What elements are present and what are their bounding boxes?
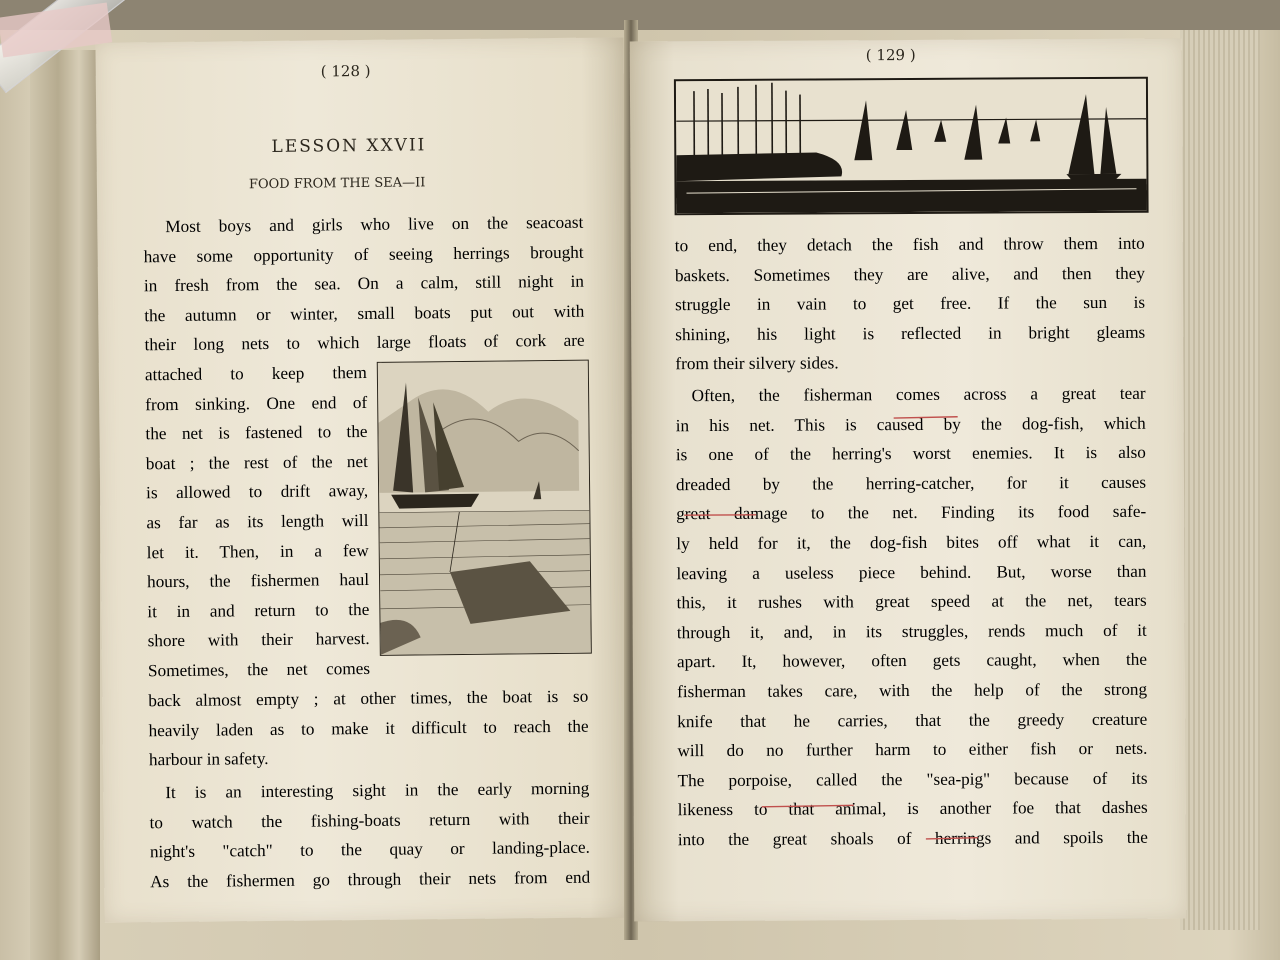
text-line: shining, his light is reflected in bright gleams xyxy=(675,322,1146,344)
red-underline-marks xyxy=(630,39,1187,922)
page-number: ( 128 ) xyxy=(320,61,371,81)
text-line: heavily laden as to make it difficult to reach the xyxy=(148,716,589,740)
text-line: It is an interesting sight in the early morning xyxy=(165,778,590,803)
text-line: to watch the fishing-boats return with their xyxy=(149,808,590,832)
text-line: great damage to the net. Finding its food safe- xyxy=(676,502,1147,524)
text-line: from their silvery sides. xyxy=(675,353,839,374)
text-line: in his net. This is caused by the dog-fish, which xyxy=(675,413,1146,435)
text-line: likeness to that animal, is another foe that dashes xyxy=(677,798,1148,820)
text-line: to end, they detach the fish and throw them into xyxy=(674,233,1145,256)
lesson-title: LESSON XXVII xyxy=(271,135,427,157)
right-page-edges xyxy=(1180,30,1260,930)
paragraph-1-wrapped xyxy=(145,358,370,686)
text-line: fisherman takes care, with the help of the strong xyxy=(677,679,1148,702)
text-line: this, it rushes with great speed at the net, tears xyxy=(676,590,1147,613)
text-line: through it, and, in its struggles, rends much of it xyxy=(676,620,1147,642)
paragraph-1-top xyxy=(143,208,585,361)
sailboat-engraving-icon xyxy=(378,361,591,655)
text-line: night's "catch" to the quay or landing-place. xyxy=(149,837,590,862)
text-line: is allowed to drift away, xyxy=(146,481,369,503)
text-line: the autumn or winter, small boats put out with xyxy=(144,301,585,326)
text-line: will do no further harm to either fish or nets. xyxy=(677,738,1148,761)
underline-mark xyxy=(762,805,854,806)
left-page-block xyxy=(30,50,100,960)
text-line: in fresh from the sea. On a calm, still night in xyxy=(143,271,585,296)
underline-mark xyxy=(894,417,958,418)
text-line: Often, the fisherman comes across a great tear xyxy=(691,383,1146,406)
text-line: boat ; the rest of the net xyxy=(145,451,368,474)
sailboat-illustration xyxy=(377,360,592,656)
text-line: apart. It, however, often gets caught, when the xyxy=(676,650,1147,672)
text-line: knife that he carries, that the greedy creature xyxy=(677,709,1148,731)
text-line: Sometimes, the net comes xyxy=(147,658,371,681)
text-line: into the great shoals of herrings and spoils the xyxy=(677,827,1148,850)
lesson-subtitle: FOOD FROM THE SEA—II xyxy=(248,175,426,193)
paragraph-1-bottom xyxy=(148,682,589,775)
text-line: is one of the herring's worst enemies. It is also xyxy=(675,442,1146,465)
right-page xyxy=(630,39,1187,922)
text-line: ly held for it, the dog-fish bites off what it can, xyxy=(676,531,1147,554)
page-number: ( 129 ) xyxy=(865,45,916,65)
paragraph-2 xyxy=(149,774,590,897)
text-line: The porpoise, called the "sea-pig" because of its xyxy=(677,768,1148,790)
text-line: shore with their harvest. xyxy=(147,629,370,651)
underline-mark xyxy=(926,838,978,839)
text-line: their long nets to which large floats of cork are xyxy=(144,331,585,355)
text-line: from sinking. One end of xyxy=(145,392,368,414)
text-line: harbour in safety. xyxy=(148,749,269,770)
text-line: let it. Then, in a few xyxy=(146,540,369,562)
text-line: As the fishermen go through their nets from end xyxy=(150,867,591,892)
text-line: baskets. Sometimes they are alive, and then they xyxy=(674,263,1145,285)
text-line: struggle in vain to get free. If the sun is xyxy=(675,292,1146,315)
text-line: back almost empty ; at other times, the boat is so xyxy=(148,686,589,711)
left-page xyxy=(95,37,632,922)
text-line: Most boys and girls who live on the seacoast xyxy=(165,212,584,237)
text-line: hours, the fishermen haul xyxy=(146,570,370,592)
text-line: attached to keep them xyxy=(144,362,367,385)
text-line: have some opportunity of seeing herrings brought xyxy=(143,242,584,266)
text-line: as far as its length will xyxy=(146,510,369,533)
text-line: the net is fastened to the xyxy=(145,422,368,444)
text-line: dreaded by the herring-catcher, for it causes xyxy=(675,472,1147,494)
text-line: it in and return to the xyxy=(147,599,370,622)
text-line: leaving a useless piece behind. But, worse than xyxy=(676,561,1147,583)
